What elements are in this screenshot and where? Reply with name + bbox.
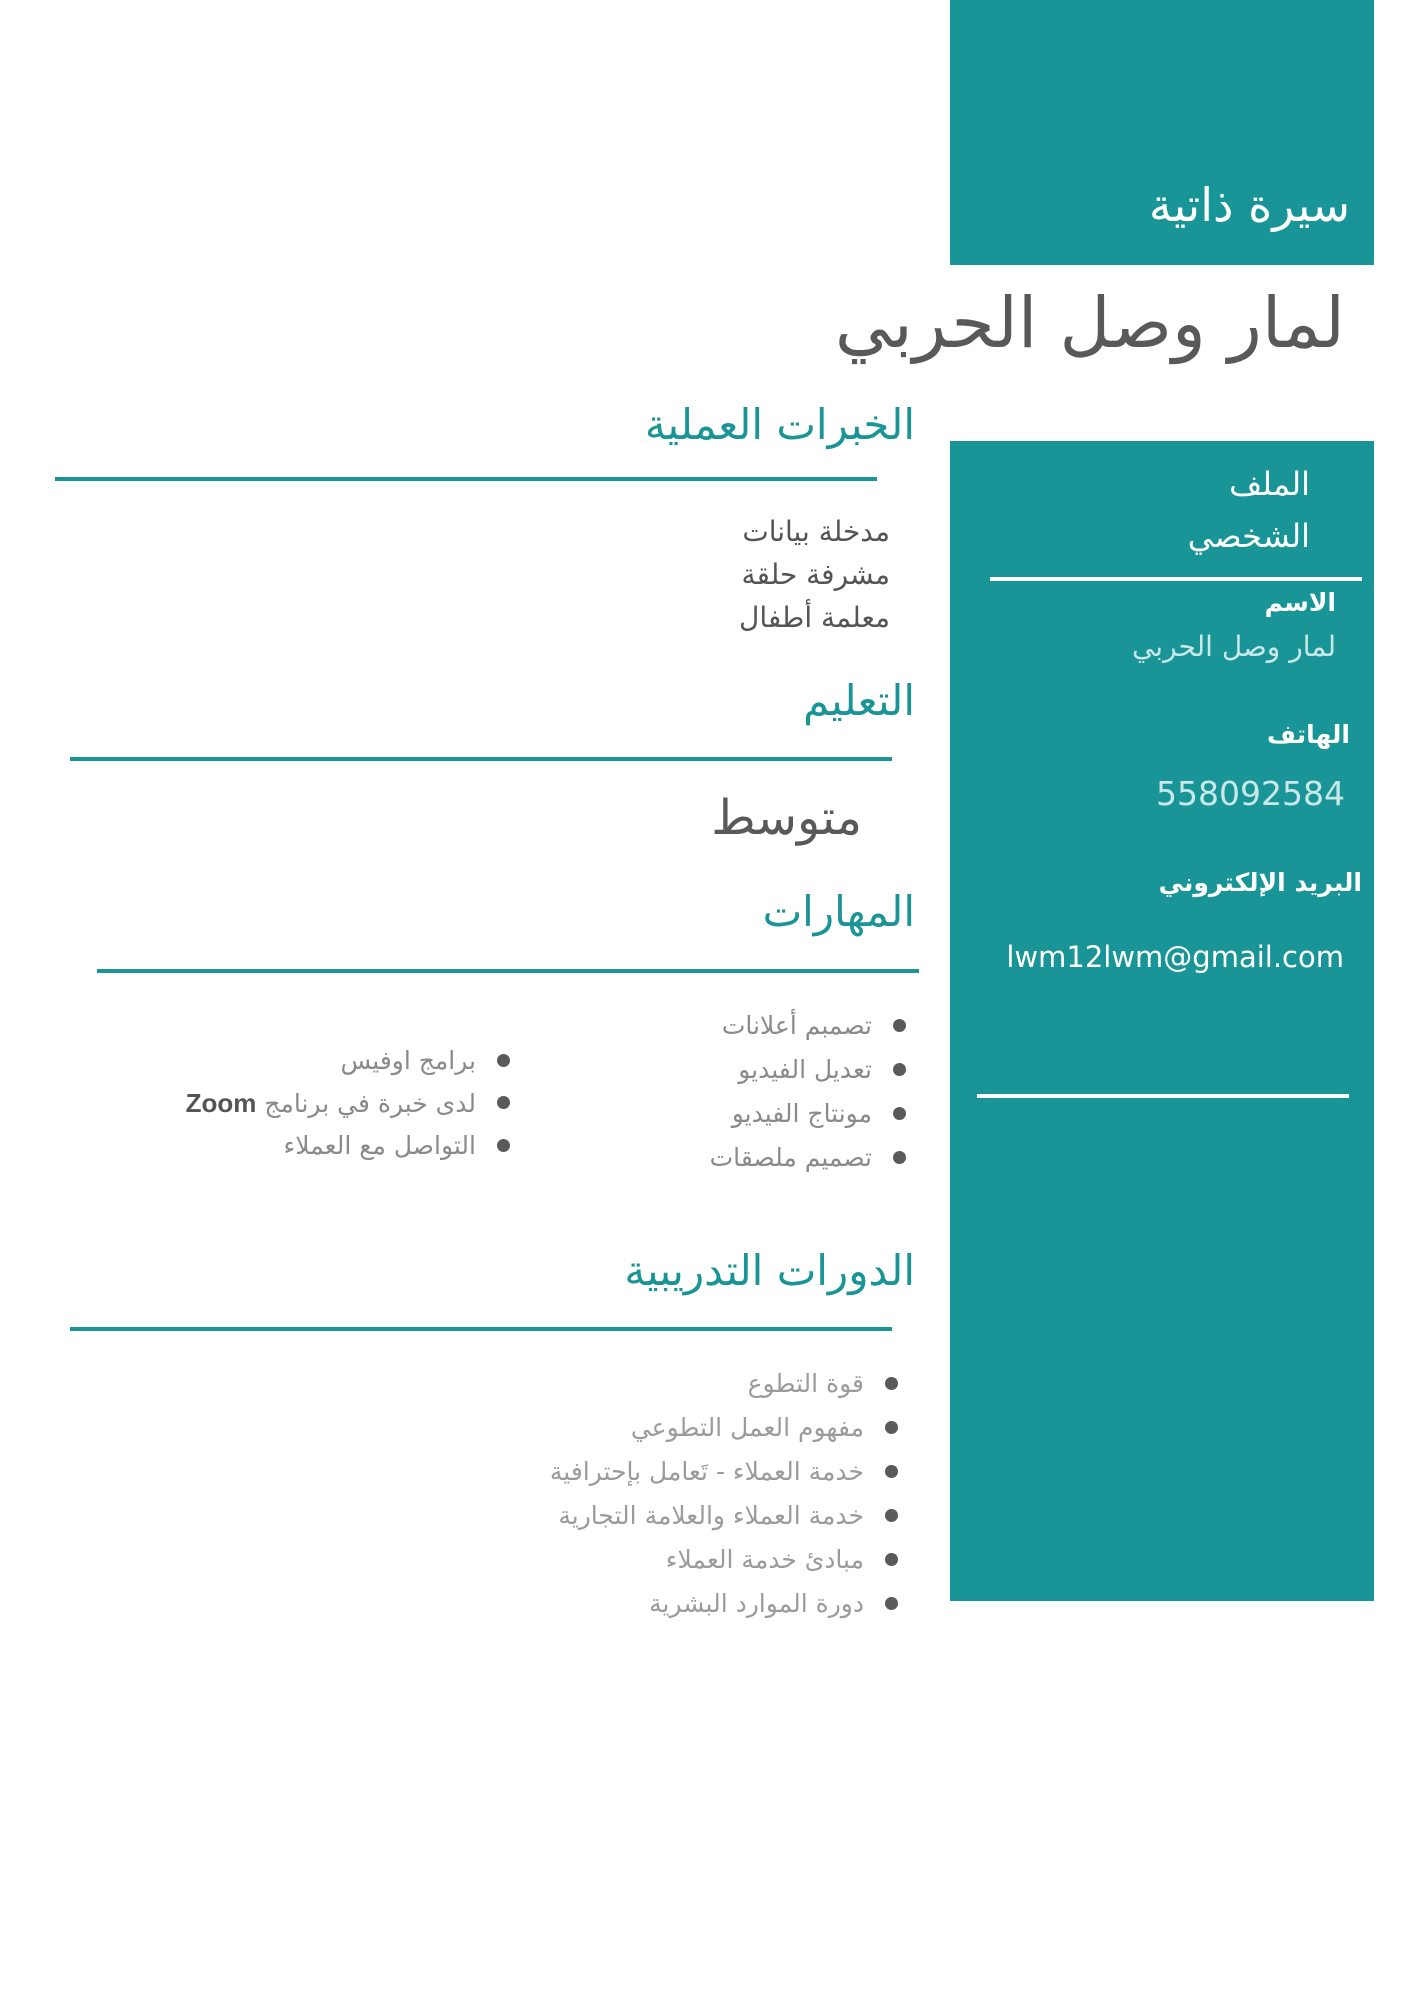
document-title: سيرة ذاتية [1148,178,1350,232]
email-value: lwm12lwm@gmail.com [1006,940,1344,974]
phone-label: الهاتف [1266,720,1350,749]
skills-list-secondary [150,1040,510,1167]
skills-title: المهارات [762,887,915,936]
skill-item [560,1092,906,1136]
skill-label: برامج اوفيس [340,1046,476,1075]
bullet-icon [893,1019,906,1032]
phone-value: 558092584 [1156,774,1345,813]
bullet-icon [893,1151,906,1164]
full-name-heading: لمار وصل الحربي [834,282,1345,364]
bullet-icon [893,1107,906,1120]
profile-title-line1: الملف [1229,465,1310,503]
skill-item [560,1004,906,1048]
skills-list-primary [560,1004,906,1180]
experience-divider [55,477,877,481]
sidebar-divider [990,577,1362,581]
bullet-icon [885,1377,898,1390]
skill-label: تصمبم أعلانات [721,1011,872,1040]
experience-list [600,510,890,639]
course-item [430,1494,898,1538]
course-item [430,1538,898,1582]
sidebar-divider [977,1094,1349,1098]
course-label: خدمة العملاء والعلامة التجارية [558,1501,864,1530]
education-level: متوسط [711,790,862,846]
skill-item [150,1125,510,1167]
course-item [430,1406,898,1450]
zoom-label: Zoom [185,1088,257,1118]
email-label: البريد الإلكتروني [1158,868,1362,897]
profile-title-line2: الشخصي [1187,517,1310,555]
experience-item: مشرفة حلقة [741,558,890,591]
skill-label: لدى خبرة في برنامج [264,1089,476,1118]
experience-item: معلمة أطفال [739,601,890,634]
skill-item [150,1082,510,1125]
skill-label: تصميم ملصقات [709,1143,872,1172]
bullet-icon [893,1063,906,1076]
skill-item [560,1048,906,1092]
bullet-icon [497,1054,510,1067]
courses-title: الدورات التدريبية [624,1246,915,1295]
experience-title: الخبرات العملية [644,400,915,449]
bullet-icon [885,1553,898,1566]
bullet-icon [885,1421,898,1434]
course-item [430,1362,898,1406]
courses-list [430,1362,898,1626]
skill-label: تعديل الفيديو [738,1055,872,1084]
profile-title [1120,458,1310,562]
bullet-icon [885,1465,898,1478]
skill-label: التواصل مع العملاء [283,1131,476,1160]
bullet-icon [885,1597,898,1610]
course-label: قوة التطوع [747,1369,864,1398]
skill-label: مونتاج الفيديو [731,1099,872,1128]
name-label: الاسم [1264,588,1336,617]
course-item [430,1450,898,1494]
bullet-icon [497,1096,510,1109]
education-title: التعليم [803,676,915,725]
skill-item [560,1136,906,1180]
education-divider [70,757,892,761]
bullet-icon [885,1509,898,1522]
course-label: مفهوم العمل التطوعي [630,1413,864,1442]
course-label: خدمة العملاء - تَعامل بإحترافية [549,1457,864,1486]
skill-item [150,1040,510,1082]
experience-item: مدخلة بيانات [742,515,890,548]
course-label: مبادئ خدمة العملاء [665,1545,864,1574]
skills-divider [97,969,919,973]
name-value: لمار وصل الحربي [1131,630,1336,663]
bullet-icon [497,1139,510,1152]
course-label: دورة الموارد البشرية [649,1589,864,1618]
courses-divider [70,1327,892,1331]
course-item [430,1582,898,1626]
